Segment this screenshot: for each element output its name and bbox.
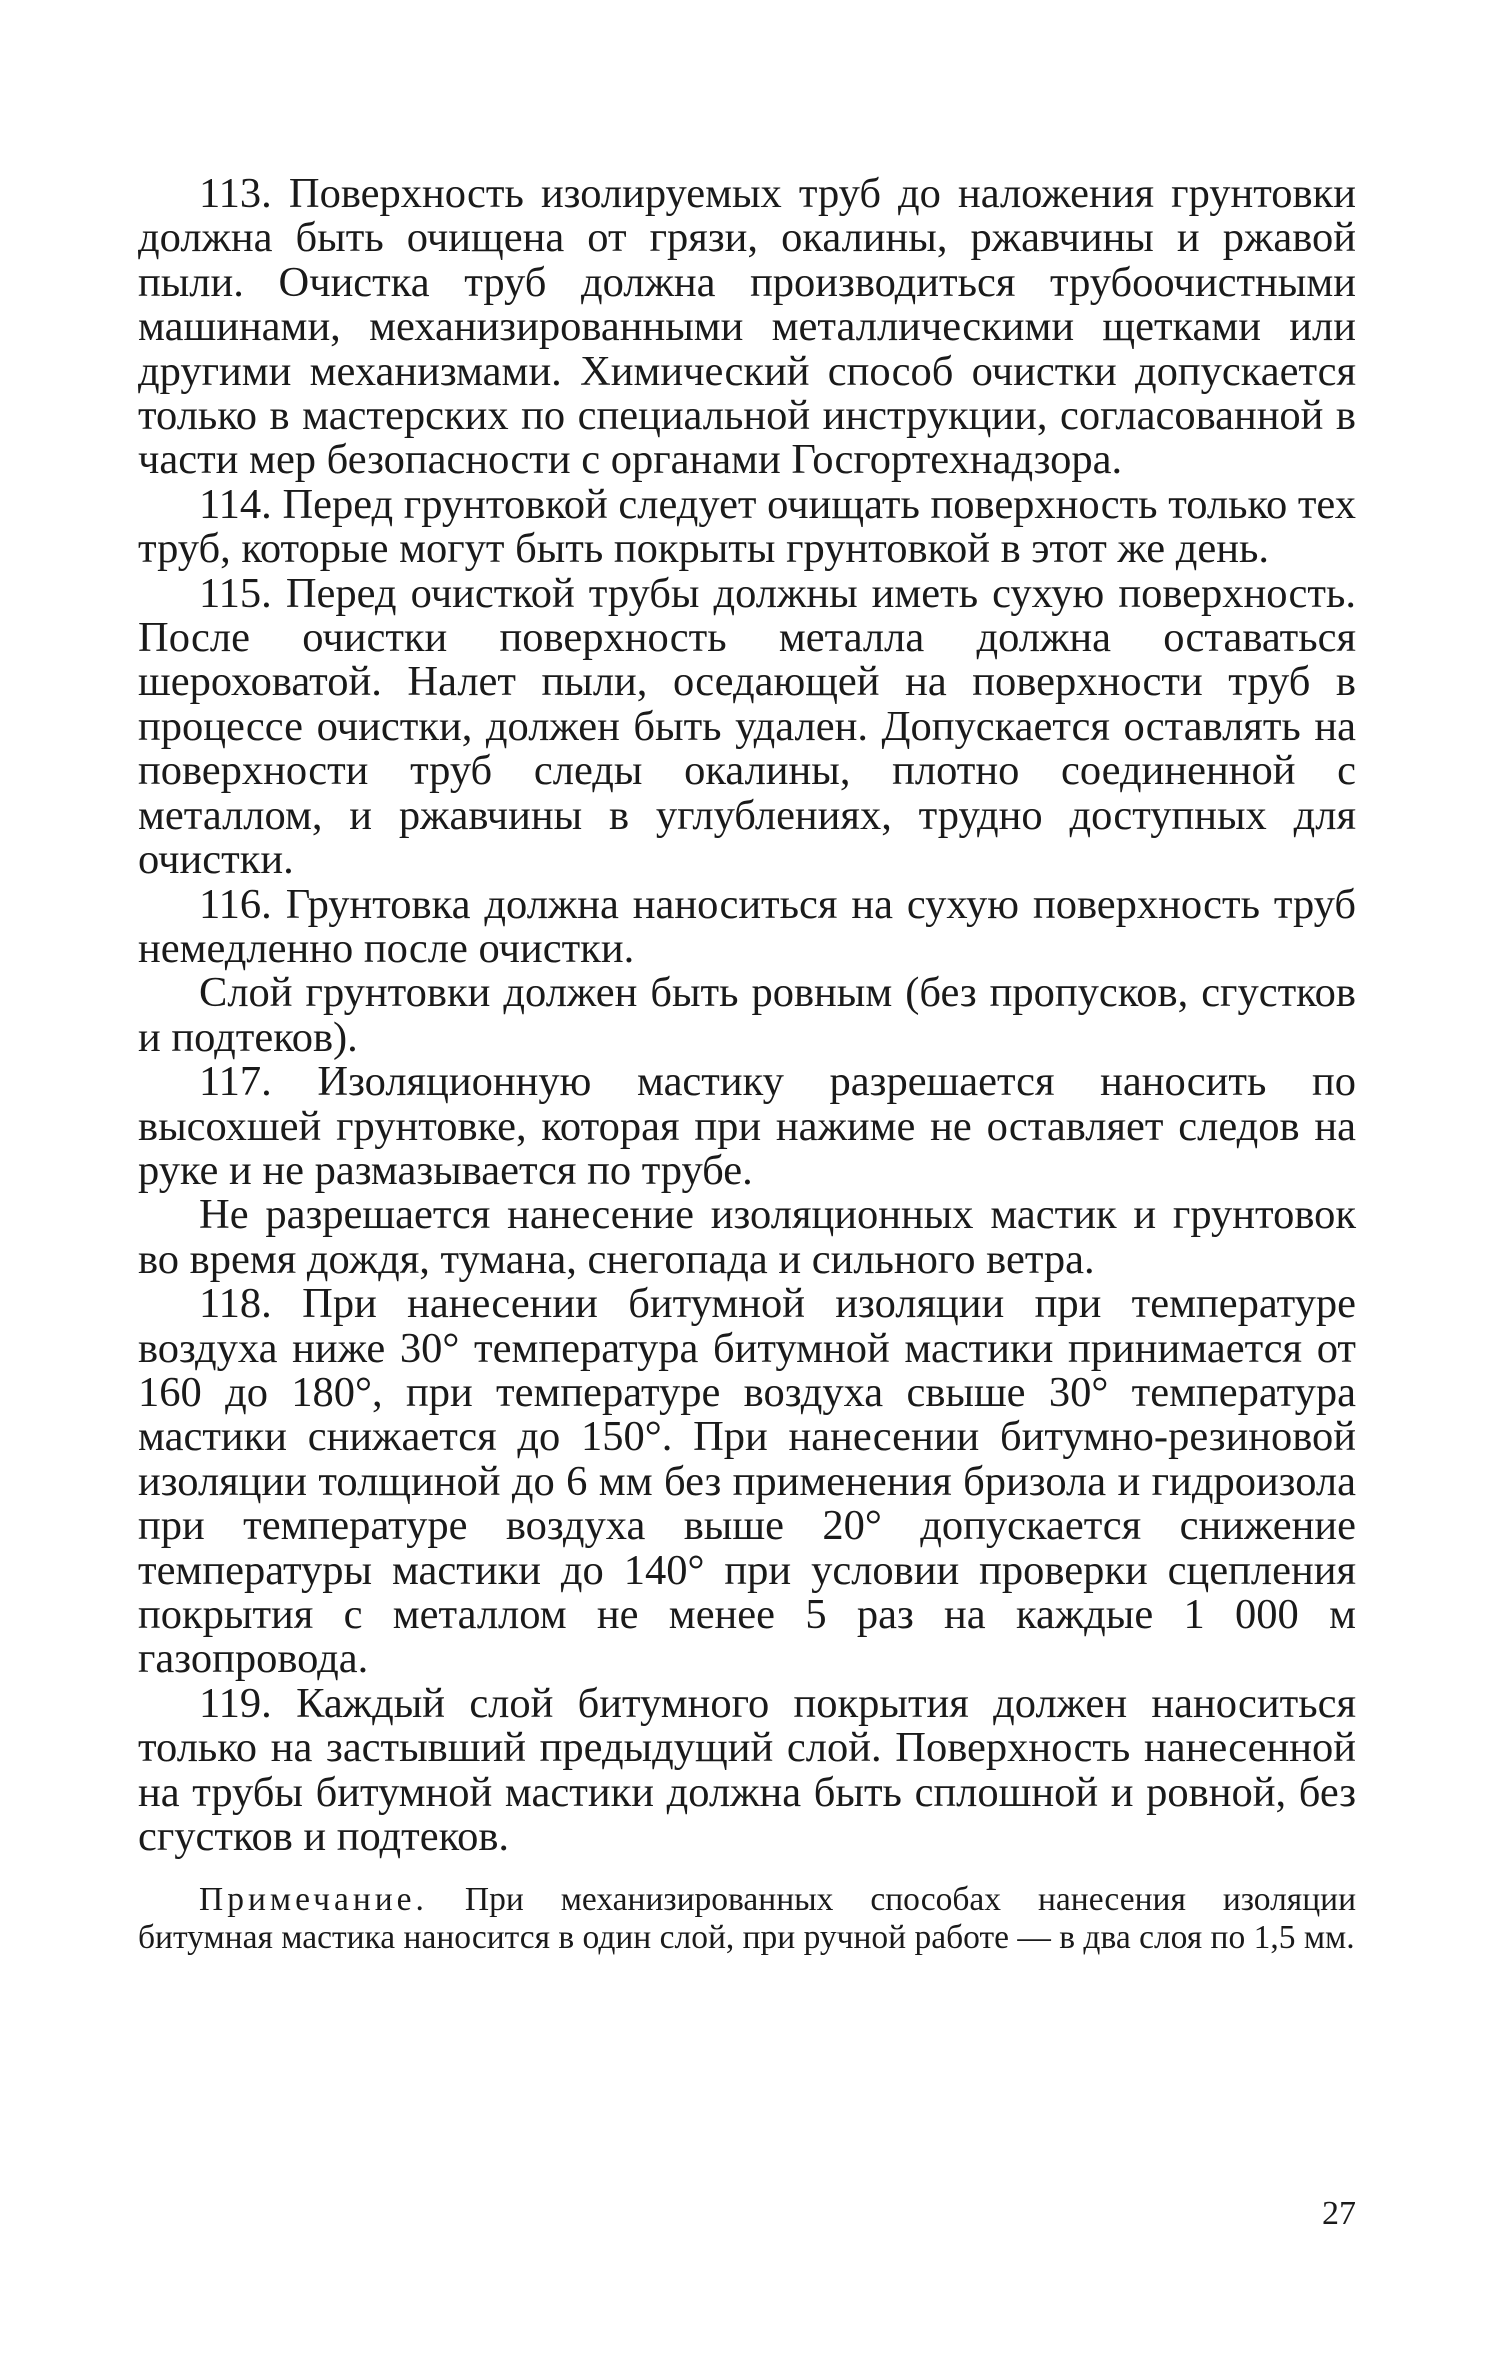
paragraph-114: 114. Перед грунтовкой следует очищать поверхность только тех труб, которые могут быть покрыты грунтовкой в этот же день.: [138, 480, 1356, 573]
paragraph-115: 115. Перед очисткой трубы должны иметь сухую поверхность. После очистки поверхность металла должна оставаться шероховатой. Налет пыли, оседающей на поверхности труб в процессе очистки, должен быть удален. Допускается оставлять на поверхности труб следы окалины, плотно соединенной с металлом, и ржавчины в углублениях, трудно доступных для очистки.: [138, 569, 1356, 884]
paragraph-118: 118. При нанесении битумной изоляции при температуре воздуха ниже 30° температура битумной мастики принимается от 160 до 180°, при температуре воздуха свыше 30° температура мастики снижается до 150°. При нанесении битумно-резиновой изоляции толщиной до 6 мм без применения бризола и гидроизола при температуре воздуха выше 20° допускается снижение температуры мастики до 140° при условии проверки сцепления покрытия с металлом не менее 5 раз на каждые 1 000 м газопровода.: [138, 1280, 1356, 1683]
paragraph-117: 117. Изоляционную мастику разрешается наносить по высохшей грунтовке, которая при нажиме не оставляет следов на руке и не размазывается по трубе.: [138, 1058, 1356, 1194]
paragraph-119: 119. Каждый слой битумного покрытия должен наноситься только на застывший предыдущий слой. Поверхность нанесенной на трубы битумной мастики должна быть сплошной и ровной, без сгустков и подтеков.: [138, 1679, 1356, 1861]
paragraph-117-continued: Не разрешается нанесение изоляционных мастик и грунтовок во время дождя, тумана, снегопада и сильного ветра.: [138, 1191, 1356, 1283]
page-body: [138, 172, 1356, 1991]
note-text: При механизированных способах нанесения изоляции битумная мастика наносится в один слой, при ручной работе — в два слоя по 1,5 мм.: [138, 1881, 1356, 1957]
paragraph-113: 113. Поверхность изолируемых труб до наложения грунтовки должна быть очищена от грязи, окалины, ржавчины и ржавой пыли. Очистка труб должна производиться трубоочистными машинами, механизированными металлическими щетками или другими механизмами. Химический способ очистки допускается только в мастерских по специальной инструкции, согласованной в части мер безопасности с органами Госгортехнадзора.: [138, 170, 1356, 484]
footnote: [138, 1881, 1356, 1957]
paragraph-116: 116. Грунтовка должна наноситься на сухую поверхность труб немедленно после очистки.: [138, 880, 1356, 972]
note-label: Примечание.: [199, 1881, 428, 1919]
paragraph-116-continued: Слой грунтовки должен быть ровным (без пропусков, сгустков и подтеков).: [138, 969, 1356, 1061]
page-number: 27: [1322, 2195, 1356, 2232]
